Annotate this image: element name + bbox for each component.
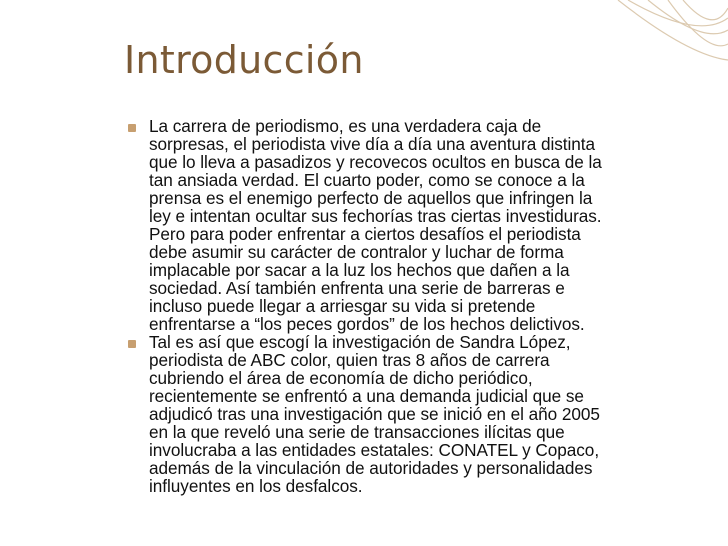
bullet-item: [128, 333, 694, 495]
bullet-square-icon: [128, 340, 136, 348]
bullet-square-icon: [128, 124, 136, 132]
slide-content: [128, 117, 694, 495]
bullet-text: La carrera de periodismo, es una verdadera caja de sorpresas, el periodista vive día a día una aventura distinta que lo lleva a pasadizos y recovecos ocultos en busca de la tan ansiada verdad. El cuarto poder, como se conoce a la prensa es el enemigo perfecto de aquellos que infringen la ley e intentan ocultar sus fechorías tras ciertas investiduras. Pero para poder enfrentar a ciertos desafíos el periodista debe asumir su carácter de contralor y luchar de forma implacable por sacar a la luz los hechos que dañen a la sociedad. Así también enfrenta una serie de barreras e incluso puede llegar a arriesgar su vida si pretende enfrentarse a “los peces gordos” de los hechos delictivos.: [149, 116, 602, 334]
bullet-text: Tal es así que escogí la investigación de Sandra López, periodista de ABC color, quien tras 8 años de carrera cubriendo el área de economía de dicho periódico, recientemente se enfrentó a una demanda judicial que se adjudicó tras una investigación que se inició en el año 2005 en la que reveló una serie de transacciones ilícitas que involucraba a las entidades estatales: CONATEL y Copaco, además de la vinculación de autoridades y personalidades influyentes en los desfalcos.: [149, 332, 600, 496]
slide-title: Introducción: [124, 38, 364, 82]
corner-decoration: [608, 0, 728, 90]
corner-decoration-lines: [608, 0, 728, 90]
bullet-item: [128, 117, 694, 333]
